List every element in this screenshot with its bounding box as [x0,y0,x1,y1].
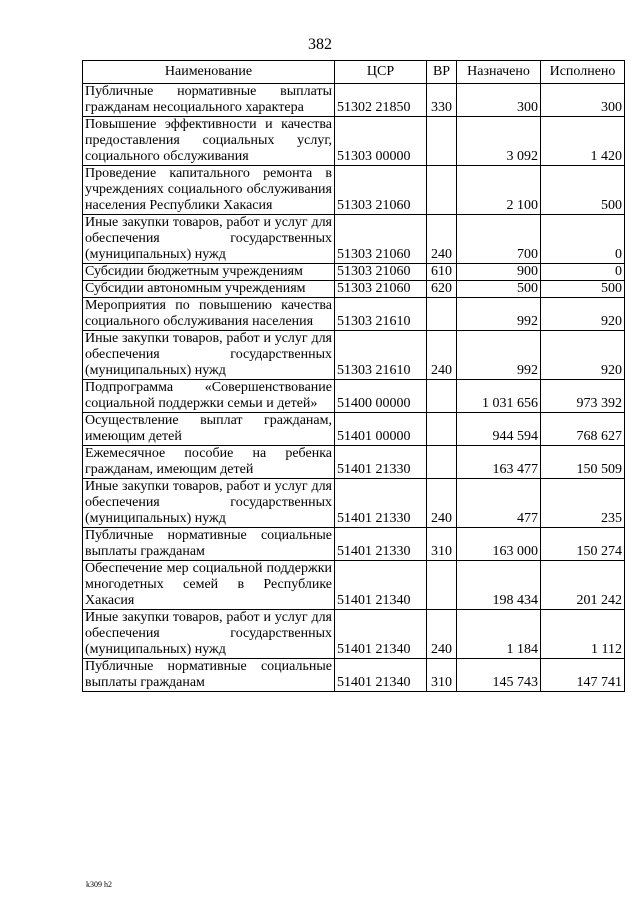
cell-executed: 500 [541,281,625,298]
cell-executed: 1 112 [541,610,625,659]
cell-vr: 310 [427,528,457,561]
table-row [83,117,625,166]
cell-planned: 2 100 [457,166,541,215]
table-row [83,84,625,117]
cell-vr: 310 [427,659,457,692]
cell-planned: 145 743 [457,659,541,692]
cell-vr: 610 [427,264,457,281]
cell-executed: 920 [541,331,625,380]
table-row [83,166,625,215]
cell-vr: 330 [427,84,457,117]
header-planned: Назначено [457,61,541,84]
header-csr: ЦСР [335,61,427,84]
cell-executed: 1 420 [541,117,625,166]
cell-planned: 992 [457,331,541,380]
cell-vr: 240 [427,215,457,264]
cell-executed: 201 242 [541,561,625,610]
cell-executed: 920 [541,298,625,331]
cell-csr: 51302 21850 [335,84,427,117]
table-row [83,413,625,446]
cell-executed: 150 274 [541,528,625,561]
cell-csr: 51303 21610 [335,298,427,331]
cell-name: Субсидии автономным учреждениям [83,281,335,298]
cell-planned: 700 [457,215,541,264]
cell-vr: 240 [427,331,457,380]
cell-planned: 300 [457,84,541,117]
page-number: 382 [308,36,332,53]
cell-planned: 198 434 [457,561,541,610]
cell-csr: 51401 21340 [335,561,427,610]
cell-planned: 500 [457,281,541,298]
cell-csr: 51401 21330 [335,479,427,528]
cell-vr [427,413,457,446]
cell-name: Публичные нормативные выплаты гражданам несоциального характера [83,84,335,117]
cell-planned: 163 000 [457,528,541,561]
cell-name: Повышение эффективности и качества предоставления социальных услуг, социального обслуживания [83,117,335,166]
cell-name: Ежемесячное пособие на ребенка гражданам, имеющим детей [83,446,335,479]
cell-planned: 900 [457,264,541,281]
table-row [83,298,625,331]
cell-csr: 51303 21060 [335,264,427,281]
cell-planned: 163 477 [457,446,541,479]
cell-planned: 477 [457,479,541,528]
cell-csr: 51303 00000 [335,117,427,166]
cell-name: Субсидии бюджетным учреждениям [83,264,335,281]
cell-executed: 147 741 [541,659,625,692]
cell-name: Публичные нормативные социальные выплаты гражданам [83,528,335,561]
cell-csr: 51401 21330 [335,528,427,561]
cell-csr: 51303 21060 [335,281,427,298]
cell-executed: 0 [541,215,625,264]
cell-executed: 500 [541,166,625,215]
cell-csr: 51303 21060 [335,166,427,215]
cell-executed: 0 [541,264,625,281]
cell-name: Осуществление выплат гражданам, имеющим детей [83,413,335,446]
table-row [83,215,625,264]
budget-table [82,60,625,692]
cell-executed: 973 392 [541,380,625,413]
header-name: Наименование [83,61,335,84]
cell-planned: 1 184 [457,610,541,659]
table-row [83,561,625,610]
table-row [83,528,625,561]
cell-vr [427,561,457,610]
table-row [83,264,625,281]
cell-vr [427,166,457,215]
cell-csr: 51401 21340 [335,659,427,692]
cell-executed: 300 [541,84,625,117]
cell-name: Иные закупки товаров, работ и услуг для обеспечения государственных (муниципальных) нужд [83,479,335,528]
footer-code: k309 h2 [86,880,112,889]
table-row [83,281,625,298]
cell-csr: 51303 21060 [335,215,427,264]
cell-executed: 150 509 [541,446,625,479]
cell-vr [427,117,457,166]
table-row [83,380,625,413]
cell-vr: 240 [427,610,457,659]
cell-vr [427,380,457,413]
cell-vr: 240 [427,479,457,528]
cell-name: Иные закупки товаров, работ и услуг для обеспечения государственных (муниципальных) нужд [83,331,335,380]
table-row [83,479,625,528]
cell-name: Обеспечение мер социальной поддержки многодетных семей в Республике Хакасия [83,561,335,610]
cell-executed: 235 [541,479,625,528]
table-row [83,446,625,479]
cell-vr [427,446,457,479]
cell-name: Проведение капитального ремонта в учреждениях социального обслуживания населения Республики Хакасия [83,166,335,215]
cell-executed: 768 627 [541,413,625,446]
header-executed: Исполнено [541,61,625,84]
header-vr: ВР [427,61,457,84]
cell-csr: 51401 00000 [335,413,427,446]
cell-planned: 1 031 656 [457,380,541,413]
cell-vr: 620 [427,281,457,298]
cell-name: Подпрограмма «Совершенствование социальной поддержки семьи и детей» [83,380,335,413]
cell-vr [427,298,457,331]
cell-planned: 3 092 [457,117,541,166]
table-row [83,331,625,380]
cell-name: Мероприятия по повышению качества социального обслуживания населения [83,298,335,331]
cell-csr: 51303 21610 [335,331,427,380]
cell-csr: 51401 21330 [335,446,427,479]
table-row [83,610,625,659]
cell-csr: 51400 00000 [335,380,427,413]
cell-name: Публичные нормативные социальные выплаты гражданам [83,659,335,692]
cell-csr: 51401 21340 [335,610,427,659]
cell-planned: 992 [457,298,541,331]
cell-name: Иные закупки товаров, работ и услуг для обеспечения государственных (муниципальных) нужд [83,610,335,659]
cell-planned: 944 594 [457,413,541,446]
table-row [83,659,625,692]
table-header-row [83,61,625,84]
cell-name: Иные закупки товаров, работ и услуг для обеспечения государственных (муниципальных) нужд [83,215,335,264]
